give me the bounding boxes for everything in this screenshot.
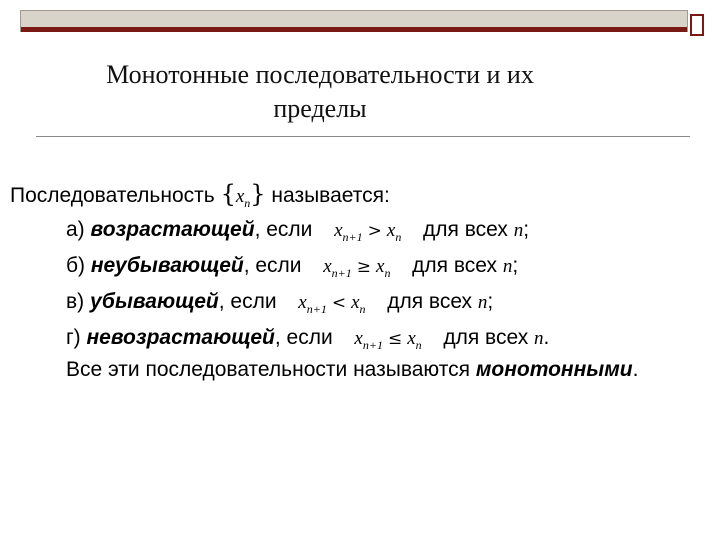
item-var: n [513,220,524,241]
item-forall: для всех [423,218,508,241]
definition-item-a: а) возрастающей, если $x_{n+1} > x_n$ для всех n; [66,218,530,244]
definition-item-c: в) убывающей, если $x_{n+1} < x_n$ для всех n; [66,290,494,316]
item-condition: $x_{n+1} < x_n$ [298,292,366,316]
item-var: n [534,328,544,349]
item-term: возрастающей [90,218,255,241]
lead-text: Последовательность [10,184,215,207]
corner-decoration [690,14,704,36]
item-prefix: б) [66,254,86,277]
summary-term: монотонными [475,358,633,381]
item-prefix: в) [66,290,85,313]
item-if: , если [243,254,302,277]
lead-suffix: называется: [271,184,390,207]
item-condition: $x_{n+1} \le x_n$ [354,328,422,352]
item-condition: $x_{n+1} \ge x_n$ [323,256,391,280]
item-if: , если [274,326,333,349]
sequence-symbol: $\{x_n\}$ [220,180,266,210]
definition-item-d: г) невозрастающей, если $x_{n+1} \le x_n$ для всех n. [66,326,550,352]
definition-item-b: б) неубывающей, если $x_{n+1} \ge x_n$ для всех n; [66,254,519,280]
item-term: неубывающей [90,254,244,277]
item-prefix: а) [66,218,85,241]
title-line-2: пределы [273,94,367,123]
item-term: убывающей [90,290,219,313]
item-if: , если [254,218,313,241]
item-condition: $x_{n+1} > x_n$ [334,220,402,244]
summary-line: Все эти последовательности называются монотонными. [66,358,639,381]
header-bar [20,10,688,32]
slide-title [40,58,600,126]
item-term: невозрастающей [86,326,275,349]
title-divider [36,136,690,137]
item-if: , если [218,290,277,313]
item-var: n [477,292,488,313]
item-forall: для всех [412,254,498,277]
lead-line [10,180,390,217]
item-prefix: г) [66,326,81,349]
item-forall: для всех [387,290,473,313]
item-var: n [502,256,513,277]
summary-text: Все эти последовательности называются [66,358,470,381]
item-forall: для всех [443,326,529,349]
title-line-1: Монотонные последовательности и их [106,60,534,89]
header-stripe [21,27,687,32]
